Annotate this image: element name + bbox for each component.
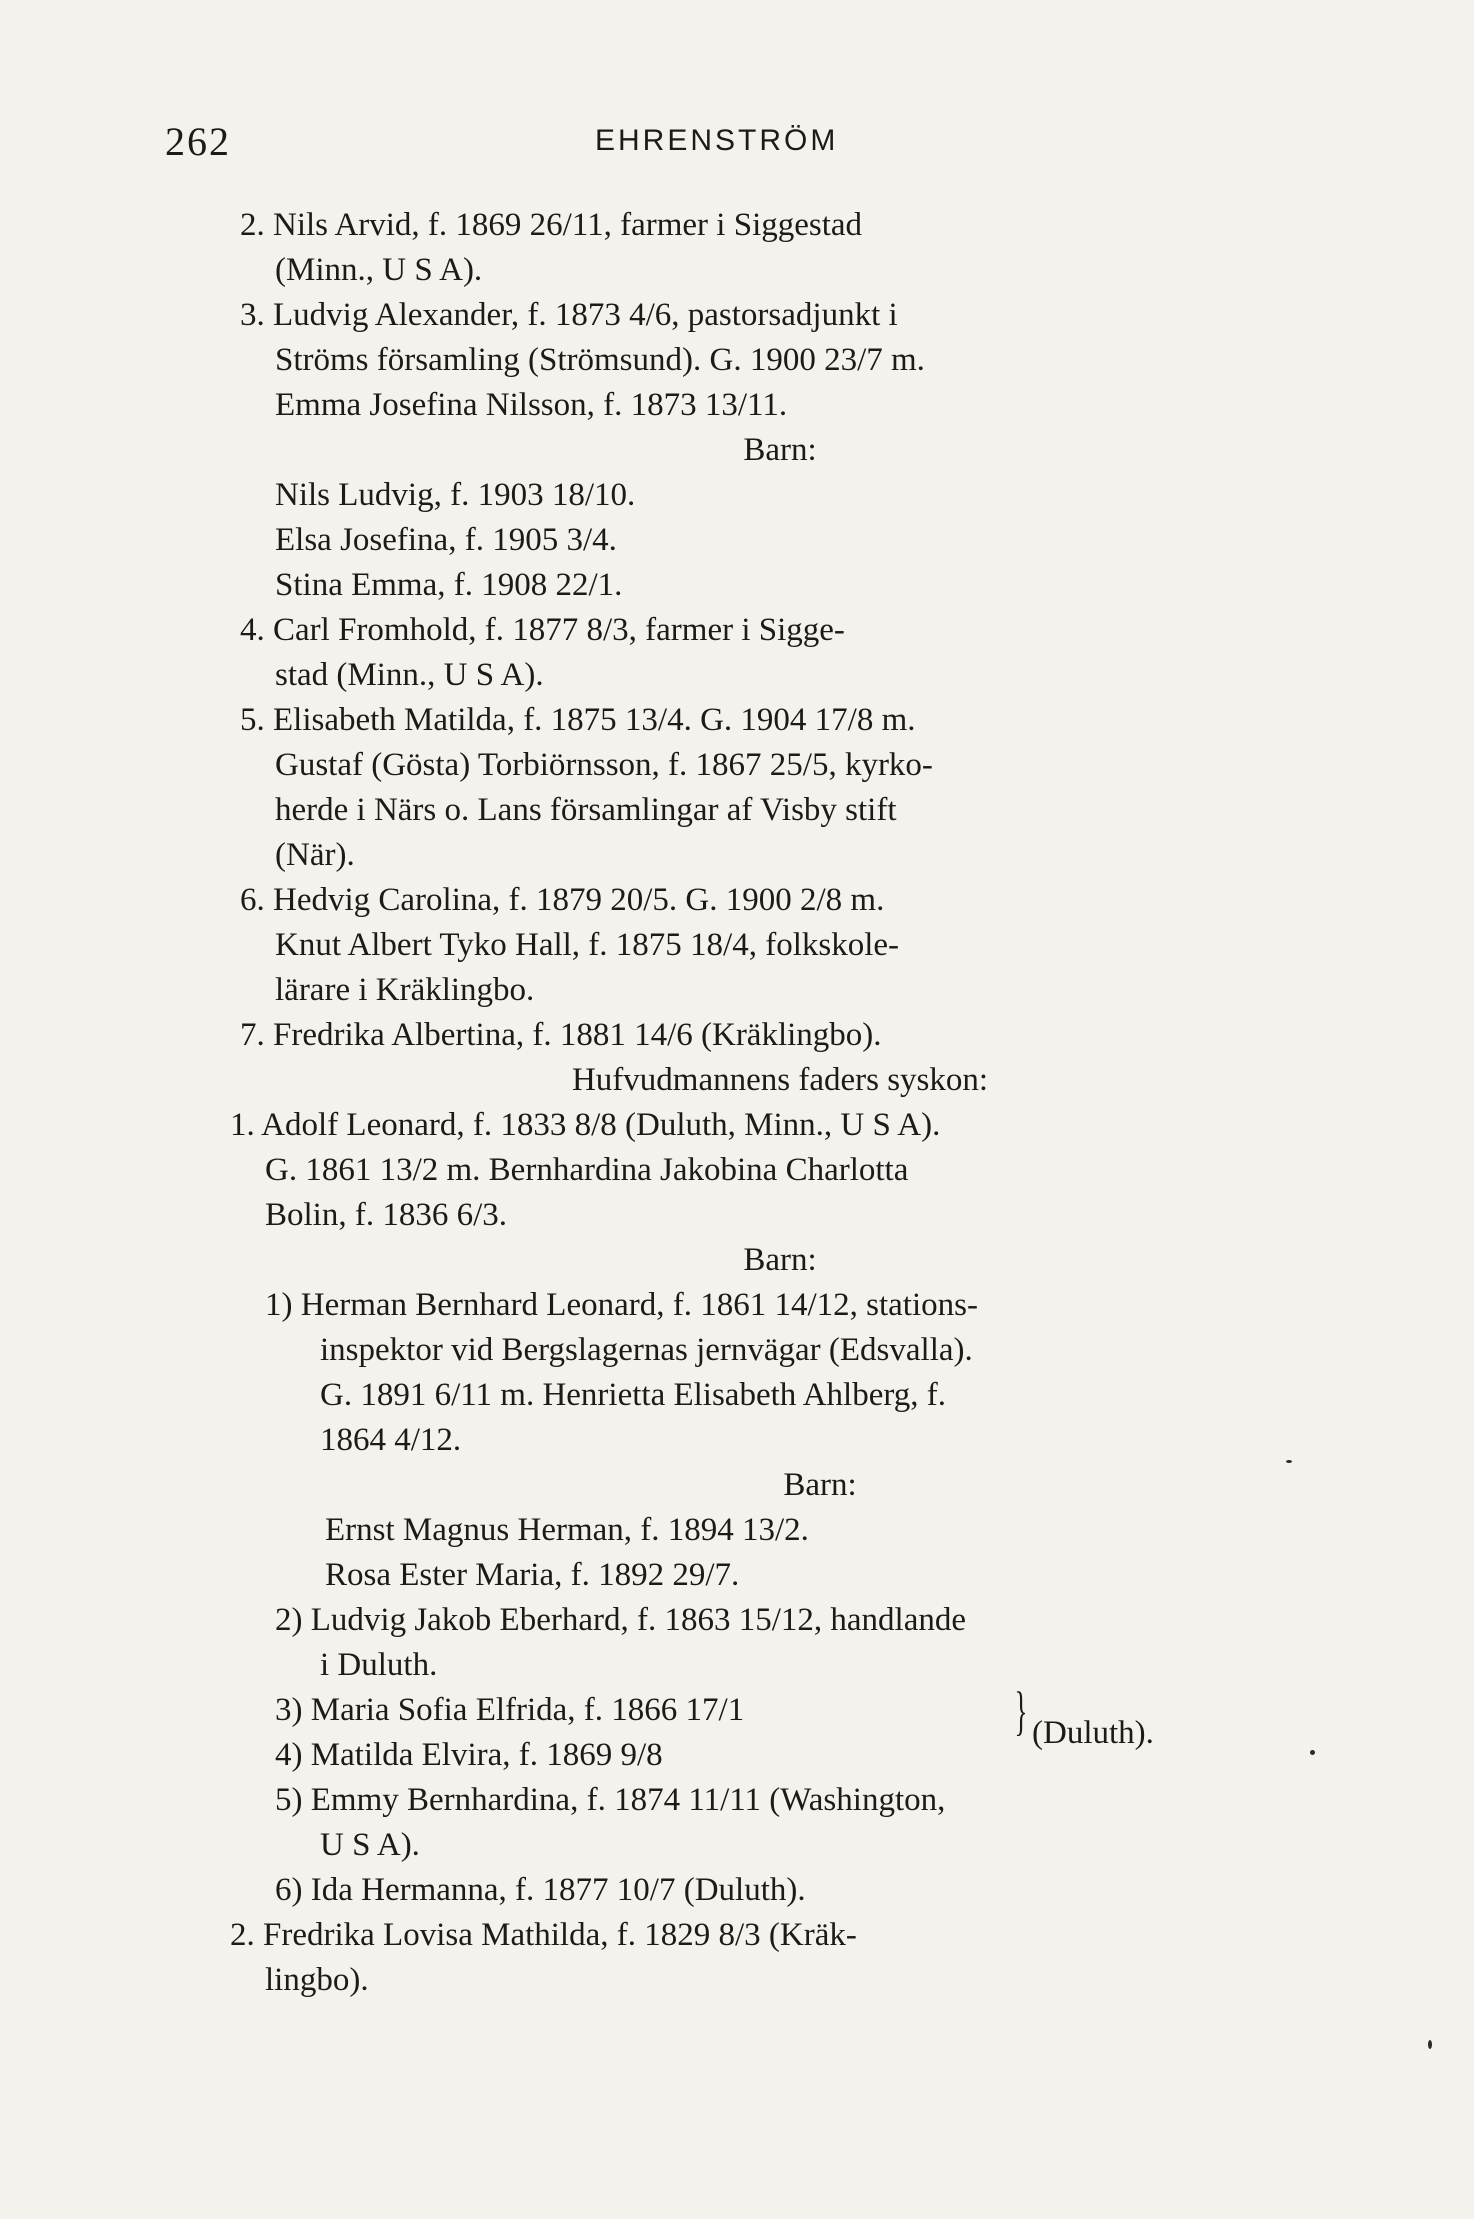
entry-line: 6) Ida Hermanna, f. 1877 10/7 (Duluth). (275, 1872, 806, 1908)
entry-line: lärare i Kräklingbo. (275, 972, 535, 1008)
section-heading: Hufvudmannens faders syskon: (571, 1062, 989, 1098)
entry-line: lingbo). (265, 1962, 369, 1998)
entry-line: U S A). (320, 1827, 420, 1863)
entry-line: 5) Emmy Bernhardina, f. 1874 11/11 (Washington, (275, 1782, 946, 1818)
entry-line: 6. Hedvig Carolina, f. 1879 20/5. G. 1900 2/8 m. (240, 882, 885, 918)
entry-line: Rosa Ester Maria, f. 1892 29/7. (325, 1557, 740, 1593)
entry-line: 3) Maria Sofia Elfrida, f. 1866 17/1 (275, 1692, 745, 1728)
entry-line: herde i Närs o. Lans församlingar af Visby stift (275, 792, 897, 828)
entry-line: 2. Nils Arvid, f. 1869 26/11, farmer i Siggestad (240, 207, 863, 243)
section-heading: Barn: (783, 1467, 857, 1503)
scan-speck (1428, 2040, 1432, 2049)
entry-line: 1. Adolf Leonard, f. 1833 8/8 (Duluth, Minn., U S A). (230, 1107, 941, 1143)
entry-line: Ernst Magnus Herman, f. 1894 13/2. (325, 1512, 809, 1548)
section-heading: Barn: (743, 1242, 817, 1278)
scan-speck (1286, 1460, 1292, 1463)
entry-line: G. 1861 13/2 m. Bernhardina Jakobina Charlotta (265, 1152, 909, 1188)
entry-line: Elsa Josefina, f. 1905 3/4. (275, 522, 617, 558)
brace-note: (Duluth). (1032, 1715, 1154, 1751)
running-head: EHRENSTRÖM (595, 124, 839, 157)
entry-line: 4) Matilda Elvira, f. 1869 9/8 (275, 1737, 663, 1773)
entry-line: (När). (275, 837, 355, 873)
entry-line: 2) Ludvig Jakob Eberhard, f. 1863 15/12, handlande (275, 1602, 967, 1638)
curly-brace: } (1014, 1681, 1028, 1741)
section-heading: Barn: (743, 432, 817, 468)
entry-line: 5. Elisabeth Matilda, f. 1875 13/4. G. 1904 17/8 m. (240, 702, 916, 738)
entry-line: (Minn., U S A). (275, 252, 483, 288)
entry-line: G. 1891 6/11 m. Henrietta Elisabeth Ahlberg, f. (320, 1377, 946, 1413)
entry-line: Stina Emma, f. 1908 22/1. (275, 567, 623, 603)
entry-line: i Duluth. (320, 1647, 438, 1683)
entry-line: stad (Minn., U S A). (275, 657, 544, 693)
entry-line: 2. Fredrika Lovisa Mathilda, f. 1829 8/3 (Kräk- (230, 1917, 857, 1953)
page-header (165, 118, 1315, 168)
entry-line: Bolin, f. 1836 6/3. (265, 1197, 508, 1233)
entry-line: Nils Ludvig, f. 1903 18/10. (275, 477, 636, 513)
entry-line: 3. Ludvig Alexander, f. 1873 4/6, pastorsadjunkt i (240, 297, 898, 333)
entry-line: 1) Herman Bernhard Leonard, f. 1861 14/12, stations- (265, 1287, 978, 1323)
entry-line: 7. Fredrika Albertina, f. 1881 14/6 (Kräklingbo). (240, 1017, 882, 1053)
scan-speck (1310, 1750, 1315, 1755)
entry-line: inspektor vid Bergslagernas jernvägar (Edsvalla). (320, 1332, 973, 1368)
page-number: 262 (165, 119, 231, 164)
entry-line: 4. Carl Fromhold, f. 1877 8/3, farmer i Sigge- (240, 612, 845, 648)
entry-line: Emma Josefina Nilsson, f. 1873 13/11. (275, 387, 788, 423)
entry-line: Ströms församling (Strömsund). G. 1900 23/7 m. (275, 342, 925, 378)
entry-line: Gustaf (Gösta) Torbiörnsson, f. 1867 25/5, kyrko- (275, 747, 933, 783)
entry-line: Knut Albert Tyko Hall, f. 1875 18/4, folkskole- (275, 927, 900, 963)
entry-line: 1864 4/12. (320, 1422, 462, 1458)
